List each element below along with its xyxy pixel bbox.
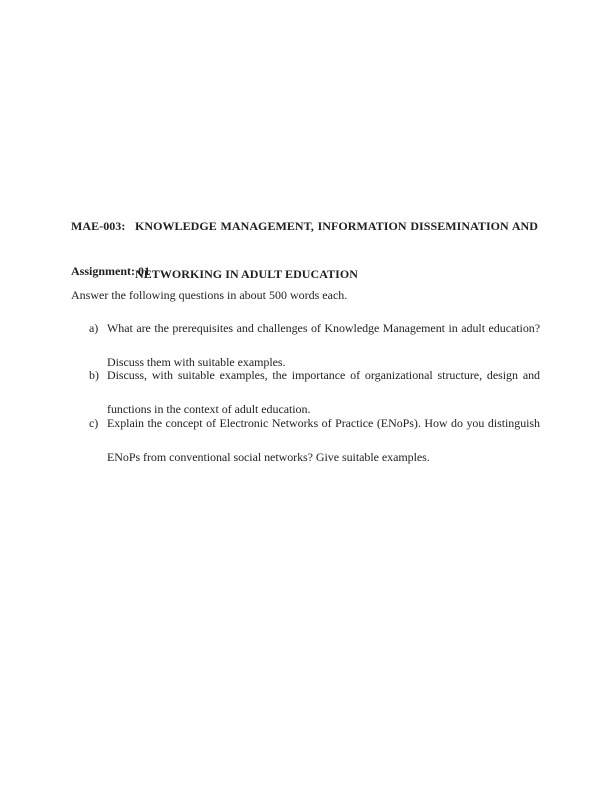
course-title-line-2: NETWORKING IN ADULT EDUCATION xyxy=(135,267,358,281)
question-marker: a) xyxy=(89,321,99,335)
question-marker: b) xyxy=(89,368,99,382)
question-line-1: Explain the concept of Electronic Networks of Practice (ENoPs). How do you distinguish xyxy=(107,416,540,430)
question-line-2: functions in the context of adult education. xyxy=(107,402,311,416)
question-text xyxy=(107,320,540,371)
question-item-b xyxy=(89,367,540,418)
question-text xyxy=(107,415,540,466)
question-item-c xyxy=(89,415,540,466)
question-line-2: ENoPs from conventional social networks? Give suitable examples. xyxy=(107,450,430,464)
question-line-1: Discuss, with suitable examples, the importance of organizational structure, design and xyxy=(107,368,540,382)
question-line-1: What are the prerequisites and challenges of Knowledge Management in adult education? xyxy=(107,321,540,335)
instruction-text: Answer the following questions in about 500 words each. xyxy=(71,288,348,302)
course-code: MAE-003: xyxy=(71,219,126,233)
question-marker: c) xyxy=(89,416,99,430)
assignment-heading: Assignment: 01 xyxy=(71,264,151,278)
question-text xyxy=(107,367,540,418)
course-title-line-1: KNOWLEDGE MANAGEMENT, INFORMATION DISSEMINATION AND xyxy=(135,219,538,233)
question-line-2: Discuss them with suitable examples. xyxy=(107,355,286,369)
course-title xyxy=(135,214,538,286)
question-item-a xyxy=(89,320,540,371)
